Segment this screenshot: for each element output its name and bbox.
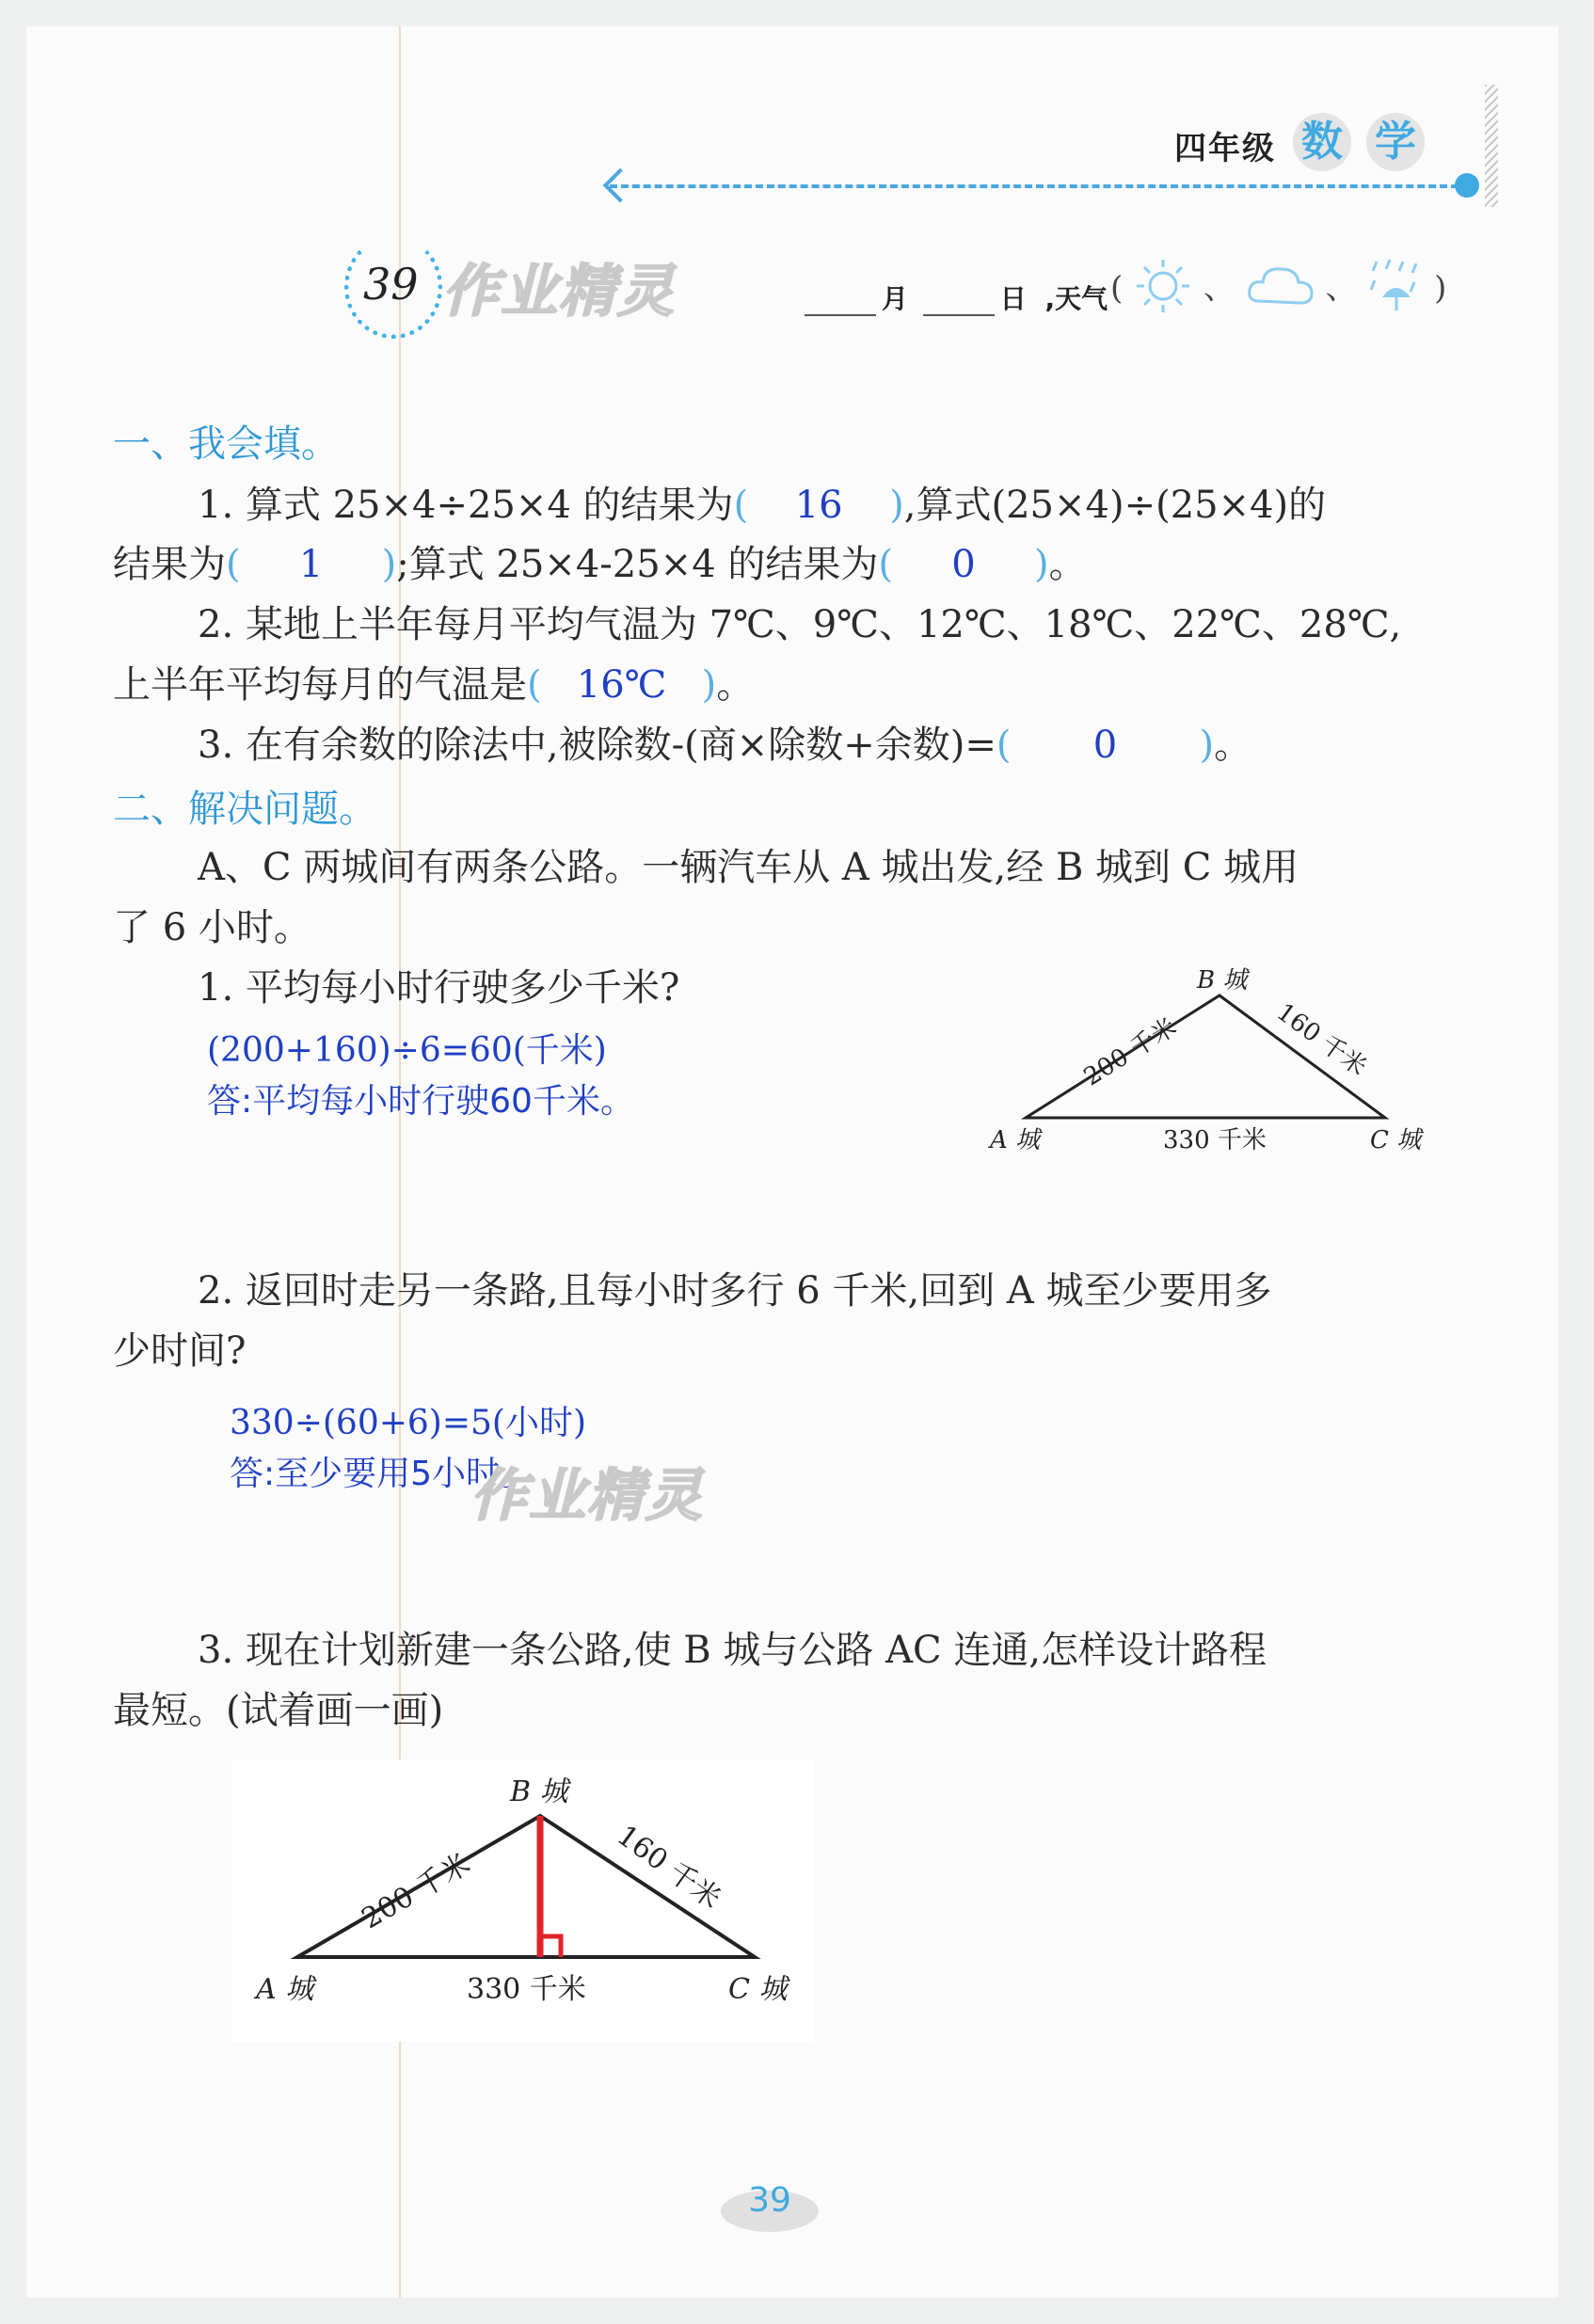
rainy-icon[interactable] (1367, 256, 1424, 325)
s2-q1-question: 1. 平均每小时行驶多少千米? (198, 966, 680, 1010)
triangle-diagram-small (979, 960, 1430, 1167)
side-ab: 200 千米 (356, 1847, 476, 1936)
q3-answer[interactable]: 0 (1092, 724, 1118, 767)
s2-q2-answer[interactable]: 答:至少要用5小时。 (230, 1455, 534, 1493)
label-a: A 城 (256, 1973, 314, 2006)
s2-q1-answer[interactable]: 答:平均每小时行驶60千米。 (207, 1082, 634, 1121)
intro-line-1: A、C 两城间有两条公路。一辆汽车从 A 城出发,经 B 城到 C 城用 (198, 846, 1299, 889)
day-blank[interactable] (923, 314, 995, 316)
month-label: 月 (882, 283, 909, 314)
q2-line-2: 上半年平均每月的气温是( 16℃ )。 (113, 655, 1430, 715)
s2-q1-work[interactable]: (200+160)÷6=60(千米) (207, 1031, 607, 1070)
side-bc: 160 千米 (611, 1819, 727, 1917)
watermark-2: 作业精灵 (470, 1463, 704, 1529)
weather-label: 天气 (1055, 283, 1108, 314)
intro-line-2: 了 6 小时。 (113, 906, 311, 949)
watermark: 作业精灵 (442, 259, 676, 325)
header-dashed-line (610, 184, 1459, 188)
label-c: C 城 (1370, 1126, 1422, 1154)
triangle-diagram-answer[interactable] (231, 1759, 815, 2042)
day-number: 39 (363, 259, 419, 310)
day-label: 日 (999, 283, 1027, 314)
section-2-title: 二、解决问题。 (113, 788, 376, 831)
q1-answer-3[interactable]: 0 (951, 543, 976, 586)
weather-sep-2: 、 (1325, 269, 1358, 308)
q1-line-2: 结果为( 1 );算式 25×4-25×4 的结果为( 0 )。 (113, 534, 1430, 595)
section-1-title: 一、我会填。 (113, 422, 339, 466)
weather-sep-1: 、 (1203, 269, 1235, 308)
q2-answer[interactable]: 16℃ (576, 663, 667, 707)
weather-close-paren: ) (1434, 269, 1447, 308)
side-ac: 330 千米 (467, 1973, 586, 2006)
q2-line-1: 2. 某地上半年每月平均气温为 7℃、9℃、12℃、18℃、22℃、28℃, (198, 603, 1402, 646)
s2-q2-line-2: 少时间? (113, 1329, 247, 1373)
label-b: B 城 (1197, 966, 1248, 995)
side-ab: 200 千米 (1078, 1012, 1182, 1092)
page-number: 39 (748, 2181, 791, 2220)
q3-line: 3. 在有余数的除法中,被除数-(商×除数+余数)=( 0 )。 (198, 715, 1515, 775)
label-c: C 城 (728, 1973, 788, 2006)
weather-open-paren: ( (1110, 269, 1124, 308)
page-edge-hatch (1485, 85, 1498, 207)
cloudy-icon[interactable] (1246, 260, 1315, 321)
q1-line-1: 1. 算式 25×4÷25×4 的结果为( 16 ),算式(25×4)÷(25×4)的 (198, 475, 1515, 535)
label-b: B 城 (510, 1775, 568, 1808)
weather-options (1110, 256, 1446, 325)
side-bc: 160 千米 (1271, 997, 1372, 1082)
month-blank[interactable] (805, 314, 876, 316)
date-line: 月 日 ,天气 (805, 279, 1108, 316)
s2-q3-line-1: 3. 现在计划新建一条公路,使 B 城与公路 AC 连通,怎样设计路程 (198, 1629, 1267, 1672)
q1-answer-2[interactable]: 1 (298, 543, 324, 586)
grade-label: 四年级 (1174, 130, 1276, 167)
subject-char-2: 学 (1366, 113, 1425, 171)
s2-q2-line-1: 2. 返回时走另一条路,且每小时多行 6 千米,回到 A 城至少要用多 (198, 1269, 1272, 1313)
header-dot (1455, 173, 1479, 198)
label-a: A 城 (990, 1126, 1041, 1154)
subject-char-1: 数 (1293, 113, 1351, 171)
s2-q2-work[interactable]: 330÷(60+6)=5(小时) (230, 1404, 587, 1442)
sunny-icon[interactable] (1133, 256, 1193, 325)
q1-answer-1[interactable]: 16 (794, 484, 843, 527)
s2-q3-line-2: 最短。(试着画一画) (113, 1689, 444, 1732)
side-ac: 330 千米 (1163, 1126, 1267, 1154)
